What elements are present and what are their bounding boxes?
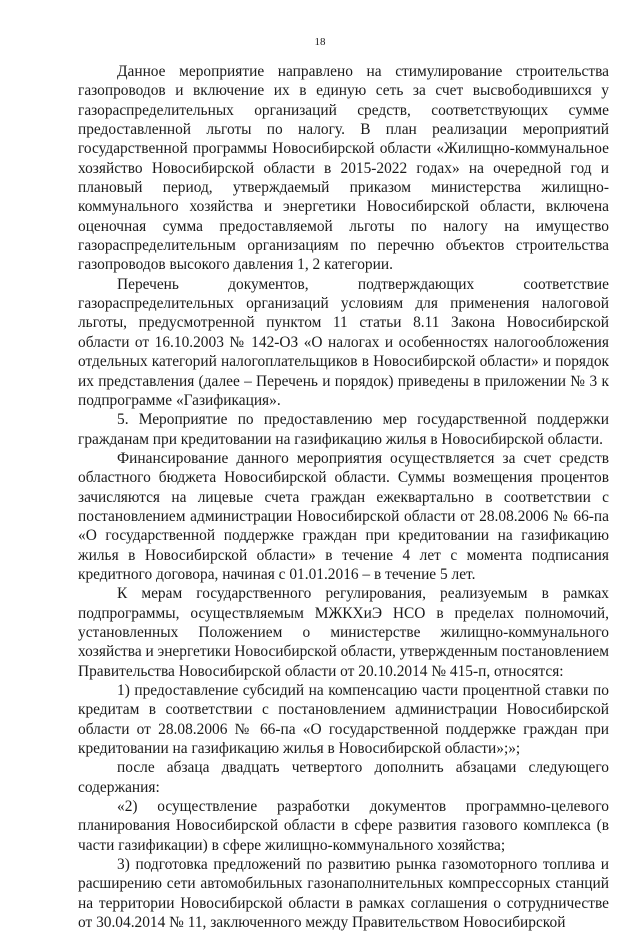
paragraph: Перечень документов, подтверждающих соответствие газораспределительных организаций условиям для применения налоговой льготы, предусмотренной пунктом 11 статьи 8.11 Закона Новосибирской области от 16.10.2003 № 142-ОЗ «О налогах и особенностях налогообложения отдельных категорий налогоплательщиков в Новосибирской области» и порядок их представления (далее – Перечень и порядок) приведены в приложении № 3 к подпрограмме «Газификация». (78, 275, 609, 409)
paragraph: Финансирование данного мероприятия осуществляется за счет средств областного бюджета Новосибирской области. Суммы возмещения процентов зачисляются на лицевые счета граждан ежеквартально в соответствии с постановлением администрации Новосибирской области от 28.08.2006 № 66-па «О государственной поддержке граждан при кредитовании на газификацию жилья в Новосибирской области» в течение 4 лет с момента подписания кредитного договора, начиная с 01.01.2016 – в течение 5 лет. (78, 449, 609, 583)
paragraph: «2) осуществление разработки документов программно-целевого планирования Новосибирской области в сфере развития газового комплекса (в части газификации) в сфере жилищно-коммунального хозяйства; (78, 798, 609, 854)
page-number: 18 (314, 36, 326, 48)
paragraph: после абзаца двадцать четвертого дополнить абзацами следующего содержания: (78, 759, 609, 796)
paragraph: К мерам государственного регулирования, реализуемым в рамках подпрограммы, осуществляемым МЖКХиЭ НСО в пределах полномочий, установленных Положением о министерстве жилищно-коммунального хозяйства и энергетики Новосибирской области, утвержденным постановлением Правительства Новосибирской области от 20.10.2014 № 415-п, относятся: (78, 585, 610, 680)
paragraph: 1) предоставление субсидий на компенсацию части процентной ставки по кредитам в соответствии с постановлением администрации Новосибирской области от 28.08.2006 № 66-па «О государственной поддержке граждан при кредитовании на газификацию жилья в Новосибирской области»;»; (78, 682, 609, 758)
paragraph: 3) подготовка предложений по развитию рынка газомоторного топлива и расширению сети автомобильных газонаполнительных компрессорных станций на территории Новосибирской области в рамках соглашения о сотрудничестве от 30.04.2014 № 11, заключенного между Правительством Новосибирской (78, 856, 609, 932)
paragraph: Данное мероприятие направлено на стимулирование строительства газопроводов и включение их в единую сеть за счет высвободившихся у газораспределительных организаций средств, соответствующих сумме предоставленной льготы по налогу. В план реализации мероприятий государственной программы Новосибирской области «Жилищно-коммунальное хозяйство Новосибирской области в 2015-2022 годах» на очередной год и плановый период, утверждаемый приказом министерства жилищно-коммунального хозяйства и энергетики Новосибирской области, включена оценочная сумма предоставляемой льготы по налогу на имущество газораспределительным организациям по перечню объектов строительства газопроводов высокого давления 1, 2 категории. (78, 63, 609, 274)
document-body (78, 62, 609, 932)
paragraph: 5. Мероприятие по предоставлению мер государственной поддержки гражданам при кредитовании на газификацию жилья в Новосибирской области. (78, 411, 609, 448)
